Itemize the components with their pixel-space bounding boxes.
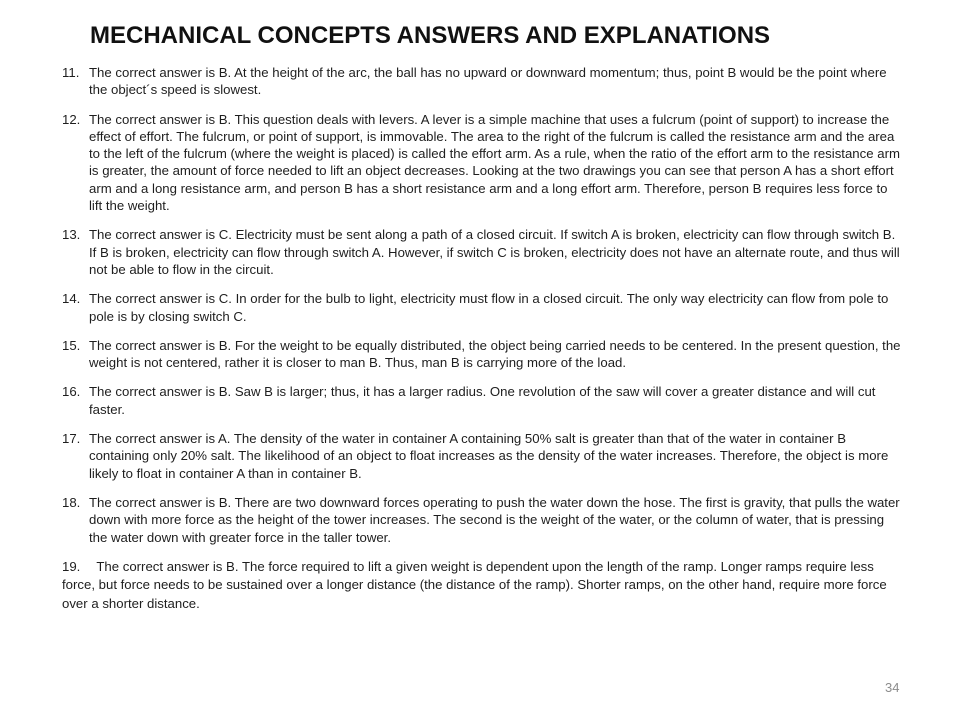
answer-item-15	[62, 337, 902, 372]
answer-number: 14.	[62, 291, 81, 307]
answer-number: 13.	[62, 227, 81, 243]
answer-text: The correct answer is B. The force required to lift a given weight is dependent upon the length of the ramp. Longer ramps require less force, but force needs to be sustained over a longer distance (the distance of the ramp). Shorter ramps, on the other hand, require more force over a shorter distance.	[62, 558, 887, 611]
page-title: MECHANICAL CONCEPTS ANSWERS AND EXPLANATIONS	[90, 22, 771, 49]
page-number: 34	[885, 680, 900, 695]
answer-text: The correct answer is C. In order for the bulb to light, electricity must flow in a closed circuit. The only way electricity can flow from pole to pole is by closing switch C.	[89, 291, 889, 324]
answers-list	[62, 64, 902, 613]
answer-number: 19.	[62, 558, 81, 574]
answer-text: The correct answer is B. This question deals with levers. A lever is a simple machine that uses a fulcrum (point of support) to increase the effect of effort. The fulcrum, or point of support, is immovable. The area to the right of the fulcrum is called the resistance arm and the area to the left of the fulcrum (where the weight is placed) is called the effort arm. As a rule, when the ratio of the effort arm to the resistance arm is greater, the amount of force needed to lift an object decreases. Looking at the two drawings you can see that person A has a short effort arm and a long resistance arm, and person B has a short resistance arm and a long effort arm. Therefore, person B requires less force to lift the weight.	[89, 111, 900, 214]
answer-text: The correct answer is B. There are two downward forces operating to push the water down the hose. The first is gravity, that pulls the water down with more force as the height of the tower increases. The second is the weight of the water, or the column of water, that is pressing the water down with greater force in the taller tower.	[89, 494, 900, 545]
answer-item-17	[62, 430, 902, 482]
answer-number: 12.	[62, 111, 81, 127]
answer-number: 17.	[62, 431, 81, 447]
answer-text: The correct answer is A. The density of the water in container A containing 50% salt is greater than that of the water in container B containing only 20% salt. The likelihood of an object to float increases as the density of the water increases. Therefore, the object is more likely to float in container A than in container B.	[89, 431, 889, 481]
answer-text: The correct answer is B. Saw B is larger; thus, it has a larger radius. One revolution of the saw will cover a greater distance and will cut faster.	[89, 384, 876, 417]
answer-item-18	[62, 494, 902, 546]
answer-item-16	[62, 383, 902, 418]
answer-number: 11.	[62, 65, 80, 80]
answer-item-11	[62, 64, 902, 99]
answer-item-19	[62, 558, 902, 613]
answer-text: The correct answer is B. For the weight to be equally distributed, the object being carried needs to be centered. In the present question, the weight is not centered, rather it is closer to man B. Thus, man B is carrying more of the load.	[89, 337, 901, 371]
answer-item-14	[62, 290, 902, 325]
answer-number: 16.	[62, 384, 81, 400]
answer-number: 18.	[62, 494, 81, 510]
answer-text: The correct answer is B. At the height of the arc, the ball has no upward or downward momentum; thus, point B would be the point where the object´s speed is slowest.	[89, 65, 887, 98]
answer-item-13	[62, 226, 902, 278]
answer-text: The correct answer is C. Electricity must be sent along a path of a closed circuit. If switch A is broken, electricity can flow through switch B. If B is broken, electricity can flow through switch A. However, if switch C is broken, electricity does not have an alternate route, and thus will not be able to flow in the circuit.	[89, 227, 900, 277]
answer-item-12	[62, 111, 902, 215]
answer-number: 15.	[62, 337, 81, 353]
